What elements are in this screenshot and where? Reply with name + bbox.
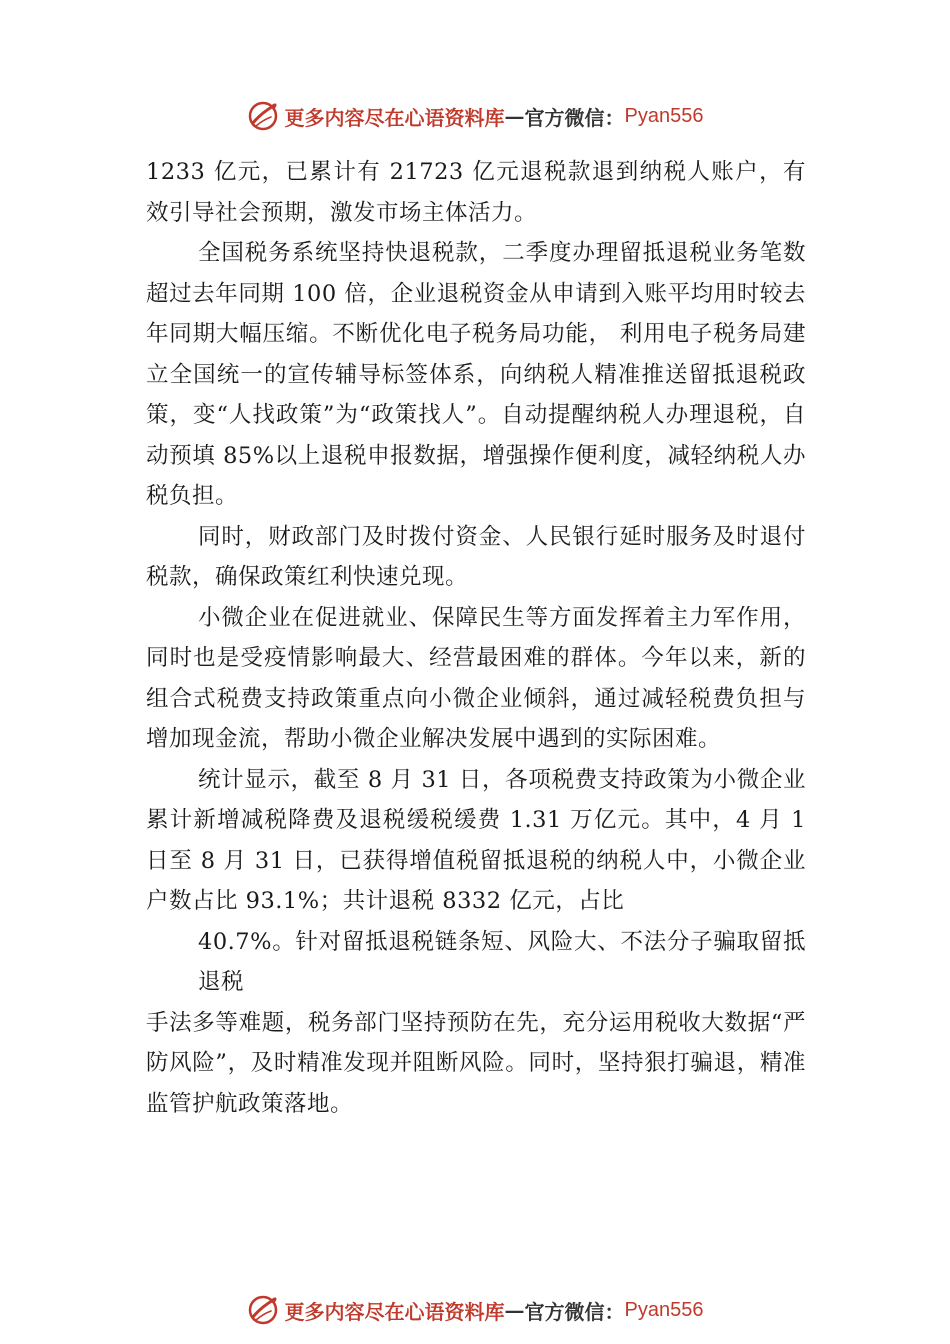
banner-red-text: 更多内容尽在心语资料库 — [284, 105, 505, 130]
paragraph-6: 40.7%。针对留抵退税链条短、风险大、不法分子骗取留抵退税 — [198, 928, 806, 995]
paragraph-3: 同时，财政部门及时拨付资金、人民银行延时服务及时退付税款，确保政策红利快速兑现。 — [146, 523, 806, 590]
banner-red-text: 更多内容尽在心语资料库 — [284, 1299, 505, 1324]
header-banner — [0, 96, 950, 136]
brush-pen-logo-icon — [247, 1293, 281, 1327]
banner-handle: Pyan556 — [624, 104, 704, 127]
banner-handle: Pyan556 — [624, 1298, 704, 1321]
footer-banner — [0, 1290, 950, 1330]
paragraph-5: 统计显示，截至 8 月 31 日，各项税费支持政策为小微企业累计新增减税降费及退税缓税缓费 1.31 万亿元。其中，4 月 1 日至 8 月 31 日，已获得增值税留抵退税的纳税人中，小微企业户数占比 93.1%；共计退税 8332 亿元，占比 — [146, 766, 806, 914]
paragraph-2: 全国税务系统坚持快退税款，二季度办理留抵退税业务笔数超过去年同期 100 倍，企业退税资金从申请到入账平均用时较去年同期大幅压缩。不断优化电子税务局功能， 利用电子税务局建立全国统一的宣传辅导标签体系，向纳税人精准推送留抵退税政策，变“人找政策”为“政策找人”。自动提醒纳税人办理退税，自动预填 85%以上退税申报数据，增强操作便利度，减轻纳税人办税负担。 — [146, 240, 806, 509]
banner-dash: — — [504, 104, 525, 128]
banner-wechat-label: 官方微信： — [524, 105, 625, 130]
banner-wechat-label: 官方微信： — [524, 1299, 625, 1324]
document-body — [146, 152, 806, 1124]
brush-pen-logo-icon — [247, 99, 281, 133]
paragraph-4: 小微企业在促进就业、保障民生等方面发挥着主力军作用，同时也是受疫情影响最大、经营最困难的群体。今年以来，新的组合式税费支持政策重点向小微企业倾斜，通过减轻税费负担与增加现金流，帮助小微企业解决发展中遇到的实际困难。 — [146, 604, 806, 752]
paragraph-1: 1233 亿元，已累计有 21723 亿元退税款退到纳税人账户，有效引导社会预期，激发市场主体活力。 — [146, 159, 806, 226]
banner-dash: — — [504, 1298, 525, 1322]
paragraph-7: 手法多等难题，税务部门坚持预防在先，充分运用税收大数据“严防风险”，及时精准发现并阻断风险。同时，坚持狠打骗退，精准监管护航政策落地。 — [146, 1009, 806, 1117]
